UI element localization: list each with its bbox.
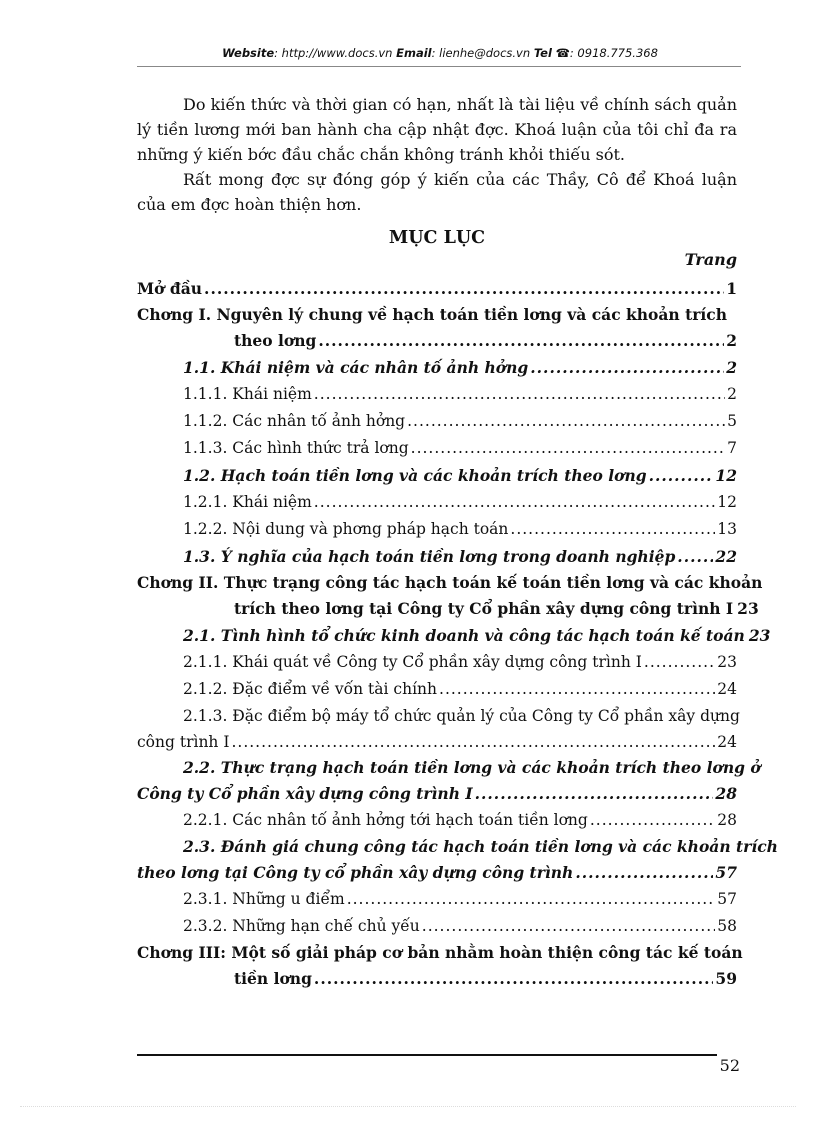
toc-entry[interactable]: 1.1.3. Các hình thức trả lơng ..... 7 xyxy=(137,435,737,462)
website-value: : http://www.docs.vn xyxy=(274,46,393,60)
table-of-contents xyxy=(137,276,778,992)
toc-entry-line: 2.3. Đánh giá chung công tác hạch toán tiền lơng và các khoản trích xyxy=(183,837,778,856)
toc-entry[interactable]: trích theo lơng tại Công ty Cổ phần xây dựng công trình I 23 xyxy=(234,599,759,618)
toc-entry[interactable]: 2.2.1. Các nhân tố ảnh hởng tới hạch toán tiền lơng ..... 28 xyxy=(137,807,737,834)
page-edge-dots xyxy=(20,1106,796,1107)
email-label: Email xyxy=(396,46,432,60)
footer-divider xyxy=(137,1054,717,1056)
toc-entry[interactable]: 2.1.1. Khái quát về Công ty Cổ phần xây dựng công trình I ..... 23 xyxy=(137,649,737,676)
website-label: Website xyxy=(222,46,275,60)
toc-entry[interactable]: 2.1.2. Đặc điểm về vốn tài chính ..... 24 xyxy=(137,676,737,703)
toc-entry-line: Chơng II. Thực trạng công tác hạch toán kế toán tiền lơng và các khoản xyxy=(137,573,763,592)
toc-entry-line: Chơng III: Một số giải pháp cơ bản nhằm hoàn thiện công tác kế toán xyxy=(137,943,743,962)
page-column-label: Trang xyxy=(684,250,737,269)
toc-entry[interactable]: Mở đầu ..... 1 xyxy=(137,276,737,302)
tel-label: Tel xyxy=(533,46,552,60)
header-divider xyxy=(137,66,741,67)
toc-entry[interactable]: theo lơng ..... 2 xyxy=(137,328,737,354)
toc-entry[interactable]: 1.2.2. Nội dung và phơng pháp hạch toán ..... 13 xyxy=(137,516,737,543)
toc-entry[interactable]: 2.1. Tình hình tổ chức kinh doanh và công tác hạch toán kế toán 23 xyxy=(183,626,771,645)
phone-icon: ☎ xyxy=(555,46,570,60)
toc-entry[interactable]: 2.3.2. Những hạn chế chủ yếu ..... 58 xyxy=(137,913,737,940)
toc-entry[interactable]: 1.1.2. Các nhân tố ảnh hởng ..... 5 xyxy=(137,408,737,435)
toc-entry[interactable]: 2.3.1. Những u điểm ..... 57 xyxy=(137,886,737,913)
page-header xyxy=(140,46,740,60)
toc-entry[interactable]: 1.3. Ý nghĩa của hạch toán tiền lơng trong doanh nghiệp ..... 22 xyxy=(137,543,737,570)
toc-entry[interactable]: công trình I ..... 24 xyxy=(137,729,737,755)
paragraph: Rất mong đợc sự đóng góp ý kiến của các Thầy, Cô để Khoá luận của em đợc hoàn thiện hơn. xyxy=(137,170,737,214)
toc-entry[interactable]: Công ty Cổ phần xây dựng công trình I ..... 28 xyxy=(137,781,737,807)
email-value: : lienhe@docs.vn xyxy=(431,46,531,60)
toc-entry-line: Chơng I. Nguyên lý chung về hạch toán tiền lơng và các khoản trích xyxy=(137,305,727,324)
toc-entry[interactable]: tiền lơng ..... 59 xyxy=(137,966,737,992)
toc-entry[interactable]: 1.1.1. Khái niệm ..... 2 xyxy=(137,381,737,408)
intro-text xyxy=(137,92,737,217)
toc-entry[interactable]: 1.1. Khái niệm và các nhân tố ảnh hởng ..... 2 xyxy=(137,354,737,381)
toc-entry[interactable]: 1.2.1. Khái niệm ..... 12 xyxy=(137,489,737,516)
toc-entry-line: 2.2. Thực trạng hạch toán tiền lơng và các khoản trích theo lơng ở xyxy=(183,758,761,777)
toc-entry[interactable]: theo lơng tại Công ty cổ phần xây dựng công trình ..... 57 xyxy=(137,860,737,886)
toc-entry-line: 2.1.3. Đặc điểm bộ máy tổ chức quản lý của Công ty Cổ phần xây dựng xyxy=(183,707,740,725)
toc-entry[interactable]: 1.2. Hạch toán tiền lơng và các khoản trích theo lơng ..... 12 xyxy=(137,462,737,489)
toc-title: MỤC LỤC xyxy=(388,228,486,248)
paragraph: Do kiến thức và thời gian có hạn, nhất là tài liệu về chính sách quản lý tiền lương mới ban hành cha cập nhật đợc. Khoá luận của tôi chỉ đa ra những ý kiến bớc đầu chắc chắn không tránh khỏi thiếu sót. xyxy=(137,95,737,164)
page-number: 52 xyxy=(719,1056,740,1075)
tel-value: : 0918.775.368 xyxy=(569,46,658,60)
